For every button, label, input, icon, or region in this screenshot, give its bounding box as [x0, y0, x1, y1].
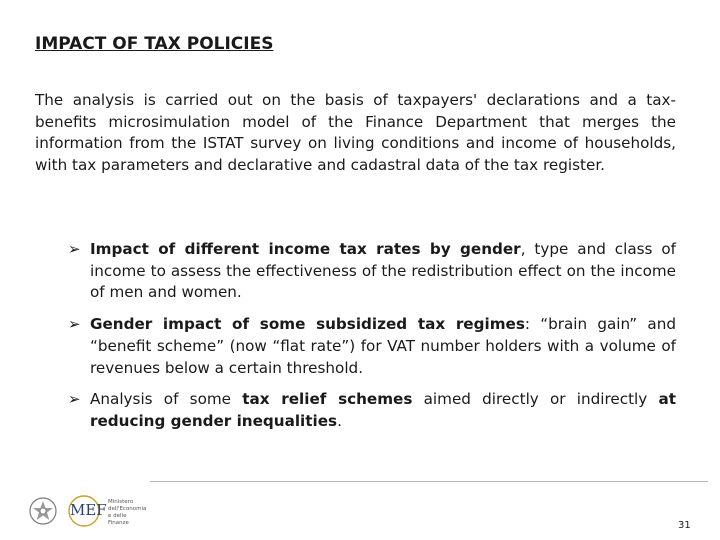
page-number: 31: [678, 520, 691, 531]
italian-emblem-icon: [27, 495, 59, 527]
bullet-text: Analysis of some: [90, 390, 243, 409]
ministry-line: e delle Finanze: [108, 513, 129, 526]
bullet-item: [68, 239, 676, 304]
bullet-list: [68, 239, 676, 443]
arrow-bullet-icon: ➢: [68, 240, 81, 258]
bullet-text: : “brain gain” and “benefit scheme” (now “flat rate”) for VAT number holders with a volume of revenues below a certain threshold.: [90, 315, 676, 377]
footer-divider: [150, 481, 708, 482]
bullet-item: [68, 389, 676, 432]
bullet-text: aimed directly or indirectly: [412, 390, 659, 409]
bullet-item: [68, 314, 676, 379]
mef-logo-text: MEF: [70, 501, 107, 519]
arrow-bullet-icon: ➢: [68, 390, 81, 409]
ministry-line: dell'Economia: [108, 506, 147, 512]
bullet-text: .: [337, 411, 342, 430]
bullet-bold-text: at reducing gender inequalities: [90, 390, 677, 430]
bullet-bold-text: tax relief schemes: [242, 390, 413, 409]
ministry-name: [108, 499, 147, 527]
bullet-text: , type and class of income to assess the effectiveness of the redistribution effect on the income of men and women.: [90, 240, 676, 302]
intro-paragraph: The analysis is carried out on the basis of taxpayers' declarations and a tax-benefits microsimulation model of the Finance Department that merges the information from the ISTAT survey on living conditions and income of households, with tax parameters and declarative and cadastral data of the tax register.: [35, 91, 676, 175]
ministry-line: Ministero: [108, 499, 134, 505]
bullet-bold-text: Gender impact of some subsidized tax regimes: [90, 315, 525, 334]
slide-title: IMPACT OF TAX POLICIES: [35, 34, 274, 54]
arrow-bullet-icon: ➢: [68, 315, 81, 334]
bullet-bold-text: Impact of different income tax rates by gender: [90, 240, 521, 258]
